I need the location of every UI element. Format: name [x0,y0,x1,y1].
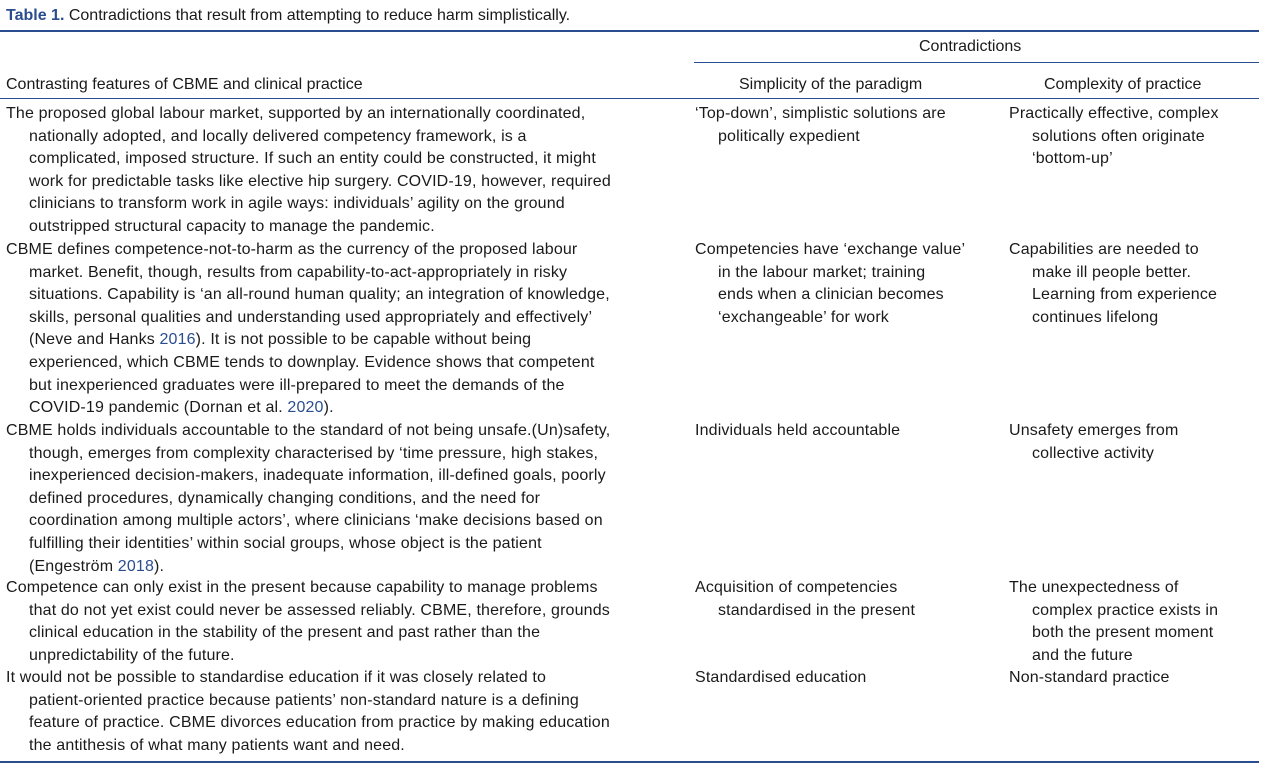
cell-line: unpredictability of the future. [29,646,235,664]
table-title: Contradictions that result from attempting to reduce harm simplistically. [68,7,571,24]
header-group-contradictions: Contradictions [919,38,1022,55]
cell-line: CBME holds individuals accountable to the standard of not being unsafe.(Un)safety, [6,422,611,439]
cell-line: experienced, which CBME tends to downplay. Evidence shows that competent [29,353,595,371]
table-cell-col3 [1009,667,1170,690]
table-cell-col2 [695,239,965,329]
cell-line: work for predictable tasks like elective hip surgery. COVID-19, however, required [29,172,611,190]
cell-line: the antithesis of what many patients want and need. [29,736,405,754]
cell-line: Learning from experience [1032,286,1218,304]
cell-line: COVID-19 pandemic (Dornan et al. 2020). [29,399,334,417]
cell-line: make ill people better. [1032,263,1192,281]
cell-line: (Engeström 2018). [29,557,165,575]
group-underline [694,62,1259,63]
cell-line: Capabilities are needed to [1009,241,1199,258]
cell-line: skills, personal qualities and understanding used appropriately and effectively’ [29,308,593,326]
table-cell-col3 [1009,103,1219,171]
cell-line: ‘Top-down’, simplistic solutions are [695,105,946,122]
cell-line: ‘bottom-up’ [1032,150,1113,168]
cell-line: both the present moment [1032,624,1214,642]
cell-line: outstripped structural capacity to manage the pandemic. [29,217,435,235]
table-cell-col3 [1009,577,1218,667]
cell-line: market. Benefit, though, results from capability-to-act-appropriately in risky [29,263,568,281]
cell-line: standardised in the present [718,601,916,619]
header-rule [0,98,1259,99]
cell-line: and the future [1032,646,1133,664]
top-rule [0,30,1259,32]
table-cell-col2 [695,667,866,690]
table-cell-col1 [6,577,610,667]
cell-line: The proposed global labour market, supported by an internationally coordinated, [6,105,586,122]
cell-line: though, emerges from complexity characterised by ‘time pressure, high stakes, [29,444,599,462]
table-cell-col3 [1009,420,1178,465]
cell-line: Practically effective, complex [1009,105,1219,122]
cell-line: It would not be possible to standardise education if it was closely related to [6,669,547,686]
cell-line: Acquisition of competencies [695,579,898,596]
cell-line: (Neve and Hanks 2016). It is not possible to be capable without being [29,331,532,349]
cell-line: Competencies have ‘exchange value’ [695,241,966,258]
cell-line: collective activity [1032,444,1154,462]
table-cell-col2 [695,103,946,148]
cell-line: patient-oriented practice because patients’ non-standard nature is a defining [29,691,579,709]
cell-line: Standardised education [695,669,867,686]
table-cell-col1 [6,103,611,239]
table-cell-col1 [6,239,610,420]
cell-line: Competence can only exist in the present because capability to manage problems [6,579,598,596]
table-caption [6,6,570,26]
table-cell-col2 [695,420,900,443]
header-col-features: Contrasting features of CBME and clinical practice [6,76,363,93]
cell-line: but inexperienced graduates were ill-prepared to meet the demands of the [29,376,565,394]
citation-link[interactable]: 2020 [287,399,324,417]
table-label: Table 1. [6,7,65,24]
cell-line: Unsafety emerges from [1009,422,1179,439]
cell-line: complicated, imposed structure. If such an entity could be constructed, it might [29,150,596,168]
header-col-complexity: Complexity of practice [1044,76,1202,93]
bottom-rule [0,761,1259,763]
cell-line: coordination among multiple actors’, where clinicians ‘make decisions based on [29,512,603,530]
cell-line: politically expedient [718,127,860,145]
cell-line: feature of practice. CBME divorces education from practice by making education [29,714,610,732]
cell-line: ends when a clinician becomes [718,286,944,304]
cell-line: defined procedures, dynamically changing conditions, and the need for [29,489,541,507]
cell-line: that do not yet exist could never be assessed reliably. CBME, therefore, grounds [29,601,610,619]
cell-line: complex practice exists in [1032,601,1219,619]
cell-line: clinicians to transform work in agile ways: individuals’ agility on the ground [29,195,565,213]
header-col-simplicity: Simplicity of the paradigm [739,76,923,93]
cell-line: nationally adopted, and locally delivered competency framework, is a [29,127,527,145]
cell-line: clinical education in the stability of the present and past rather than the [29,624,541,642]
table-cell-col3 [1009,239,1217,329]
cell-line: CBME defines competence-not-to-harm as the currency of the proposed labour [6,241,578,258]
cell-line: in the labour market; training [718,263,926,281]
cell-line: The unexpectedness of [1009,579,1179,596]
table-cell-col1 [6,667,610,757]
cell-line: Non-standard practice [1009,669,1170,686]
table-cell-col1 [6,420,610,578]
citation-link[interactable]: 2016 [159,331,196,349]
table-cell-col2 [695,577,915,622]
cell-line: inexperienced decision-makers, inadequate information, ill-defined goals, poorly [29,467,606,485]
citation-link[interactable]: 2018 [117,557,154,575]
cell-line: situations. Capability is ‘an all-round human quality; an integration of knowledge, [29,286,610,304]
cell-line: solutions often originate [1032,127,1205,145]
cell-line: fulfilling their identities’ within social groups, whose object is the patient [29,534,542,552]
cell-line: ‘exchangeable’ for work [718,308,889,326]
cell-line: Individuals held accountable [695,422,901,439]
cell-line: continues lifelong [1032,308,1159,326]
